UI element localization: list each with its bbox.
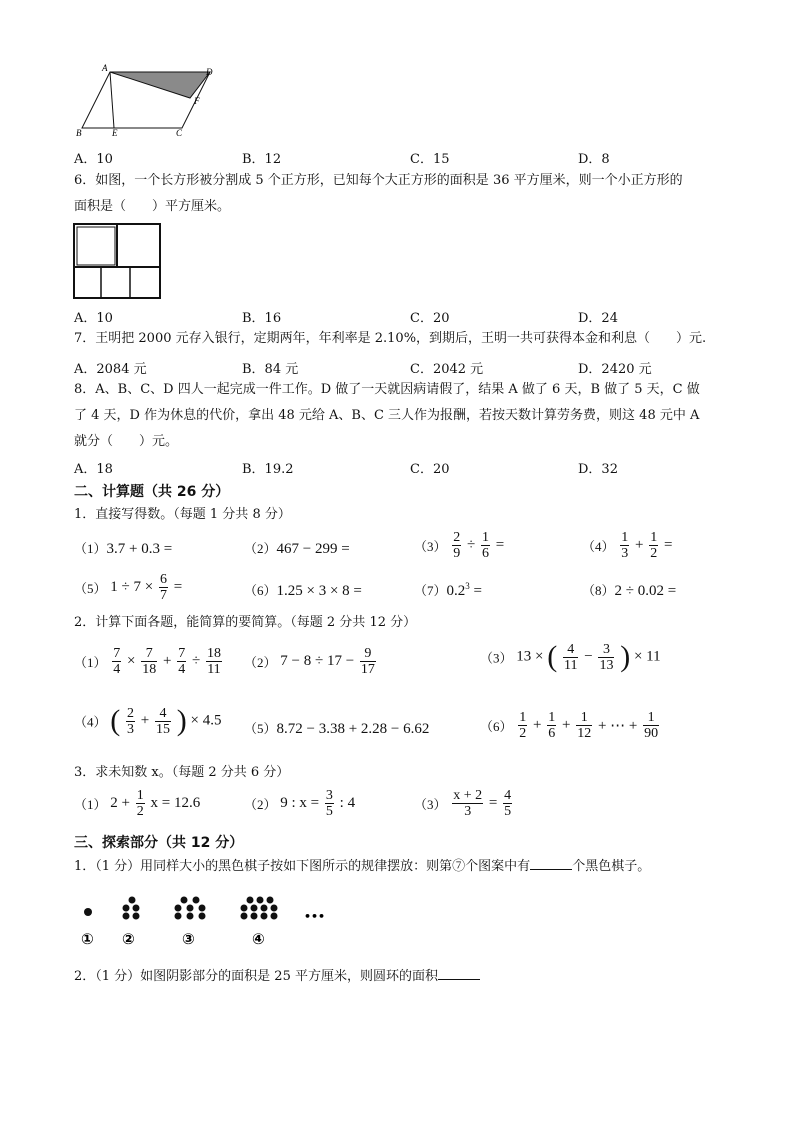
q6-option-a: A．10 [74,311,113,326]
p1-item6: （6）1.25 × 3 × 8 = [244,583,362,599]
p1-item8: （8）2 ÷ 0.02 = [582,583,677,599]
label-f: F [194,96,200,106]
p3-item2: （2） 9 : x = $\frac{3}{5}$ : 4 [244,788,356,819]
pattern-label-3: ③ [182,930,195,948]
q5-parallelogram-figure [72,62,222,140]
p3-item1: （1） 2 + $\frac{1}{2}$ x = 12.6 [74,788,201,819]
q5-option-b: B．12 [242,152,282,167]
label-a: A [102,63,108,73]
p1-item3: （3） $\frac{2}{9}$ ÷ $\frac{1}{6}$ = [414,530,505,561]
q8-line1: 8．A、B、C、D 四人一起完成一件工作。D 做了一天就因病请假了，结果 A 做了 6 天，B 做了 5 天，C 做 [74,382,700,397]
q6-line1: 6．如图，一个长方形被分割成 5 个正方形，已知每个大正方形的面积是 36 平方厘米，则一个小正方形的 [74,173,683,188]
label-c: C [176,128,183,138]
p2-item2: （2） 7 − 8 ÷ 17 − $\frac{9}{17}$ [244,646,375,677]
p1-item1: （1）3.7 + 0.3 = [74,541,173,557]
chess-pattern-figure [74,890,334,950]
s3-q2: 2．（1 分）如图阴影部分的面积是 25 平方厘米，则圆环的面积 [74,964,480,990]
answer-blank[interactable] [530,857,572,870]
p3-item3: （3） $\frac{x + 2}{3}$ = $\frac{4}{5}$ [414,788,512,819]
q8-line2: 了 4 天，D 作为休息的代价，拿出 48 元给 A、B、C 三人作为报酬，若按天数计算劳务费，则这 48 元中 A [74,408,700,423]
p1-item2: （2）467 − 299 = [244,541,350,557]
q6-option-d: D．24 [578,311,618,326]
p2-item4: （4） ( $\frac{2}{3}$ + $\frac{4}{15}$ ) × 4.5 [74,704,222,737]
pattern-ellipsis: ••• [304,910,326,923]
p2-item1: （1） $\frac{7}{4}$ × $\frac{7}{18}$ + $\frac{7}{4}$ ÷ $\frac{18}{11}$ [74,646,221,677]
label-b: B [76,128,82,138]
p2-item5: （5）8.72 − 3.38 + 2.28 − 6.62 [244,721,430,737]
p1-item7: $(7)0.2^3$ = [414,581,482,599]
section2-title: 二、计算题（共 26 分） [74,484,230,500]
q5-option-d: D．8 [578,152,610,167]
q5-option-c: C．15 [410,152,450,167]
answer-blank-2[interactable] [438,967,480,980]
label-e: E [112,128,118,138]
shaded-triangle [110,72,210,98]
q6-option-b: B．16 [242,311,282,326]
q7-option-c: C．2042 元 [410,362,484,377]
p2-item6: （6） $\frac{1}{2}$ + $\frac{1}{6}$ + $\frac{1}{12}$ + ⋯ + $\frac{1}{90}$ [480,710,659,741]
p1-item4: （4） $\frac{1}{3}$ + $\frac{1}{2}$ = [582,530,673,561]
q8-option-c: C．20 [410,462,450,477]
s2-part1-title: 1．直接写得数。（每题 1 分共 8 分） [74,507,291,522]
q7-option-d: D．2420 元 [578,362,652,377]
pattern-label-4: ④ [252,930,265,948]
q7-option-b: B．84 元 [242,362,299,377]
q8-option-a: A．18 [74,462,113,477]
section3-title: 三、探索部分（共 12 分） [74,835,244,851]
height-line-ae [110,72,114,128]
p1-item5: （5） 1 ÷ 7 × $\frac{6}{7}$ = [74,572,183,603]
pattern-label-1: ① [81,930,94,948]
p2-item3: （3） 13 × ( $\frac{4}{11}$ − $\frac{3}{13}$ ) × 11 [480,640,661,673]
q5-option-a: A．10 [74,152,113,167]
pattern-label-2: ② [122,930,135,948]
q6-line2: 面积是（ ）平方厘米。 [74,199,231,214]
q7-text: 7．王明把 2000 元存入银行，定期两年，年利率是 2.10%，到期后，王明一共可获得本金和利息（ ）元. [74,331,707,346]
q6-option-c: C．20 [410,311,450,326]
q8-line3: 就分（ ）元。 [74,434,179,449]
label-d: D [206,67,213,77]
s2-part2-title: 2．计算下面各题，能简算的要简算。（每题 2 分共 12 分） [74,615,417,630]
q8-option-d: D．32 [578,462,618,477]
s3-q1: 1．（1 分）用同样大小的黑色棋子按如下图所示的规律摆放：则第⑦个图案中有 个黑色棋子。 [74,859,651,874]
q6-rectangle-figure [73,223,163,301]
q8-option-b: B．19.2 [242,462,294,477]
s2-part3-title: 3．求未知数 x。（每题 2 分共 6 分） [74,765,290,780]
q7-option-a: A．2084 元 [74,362,147,377]
